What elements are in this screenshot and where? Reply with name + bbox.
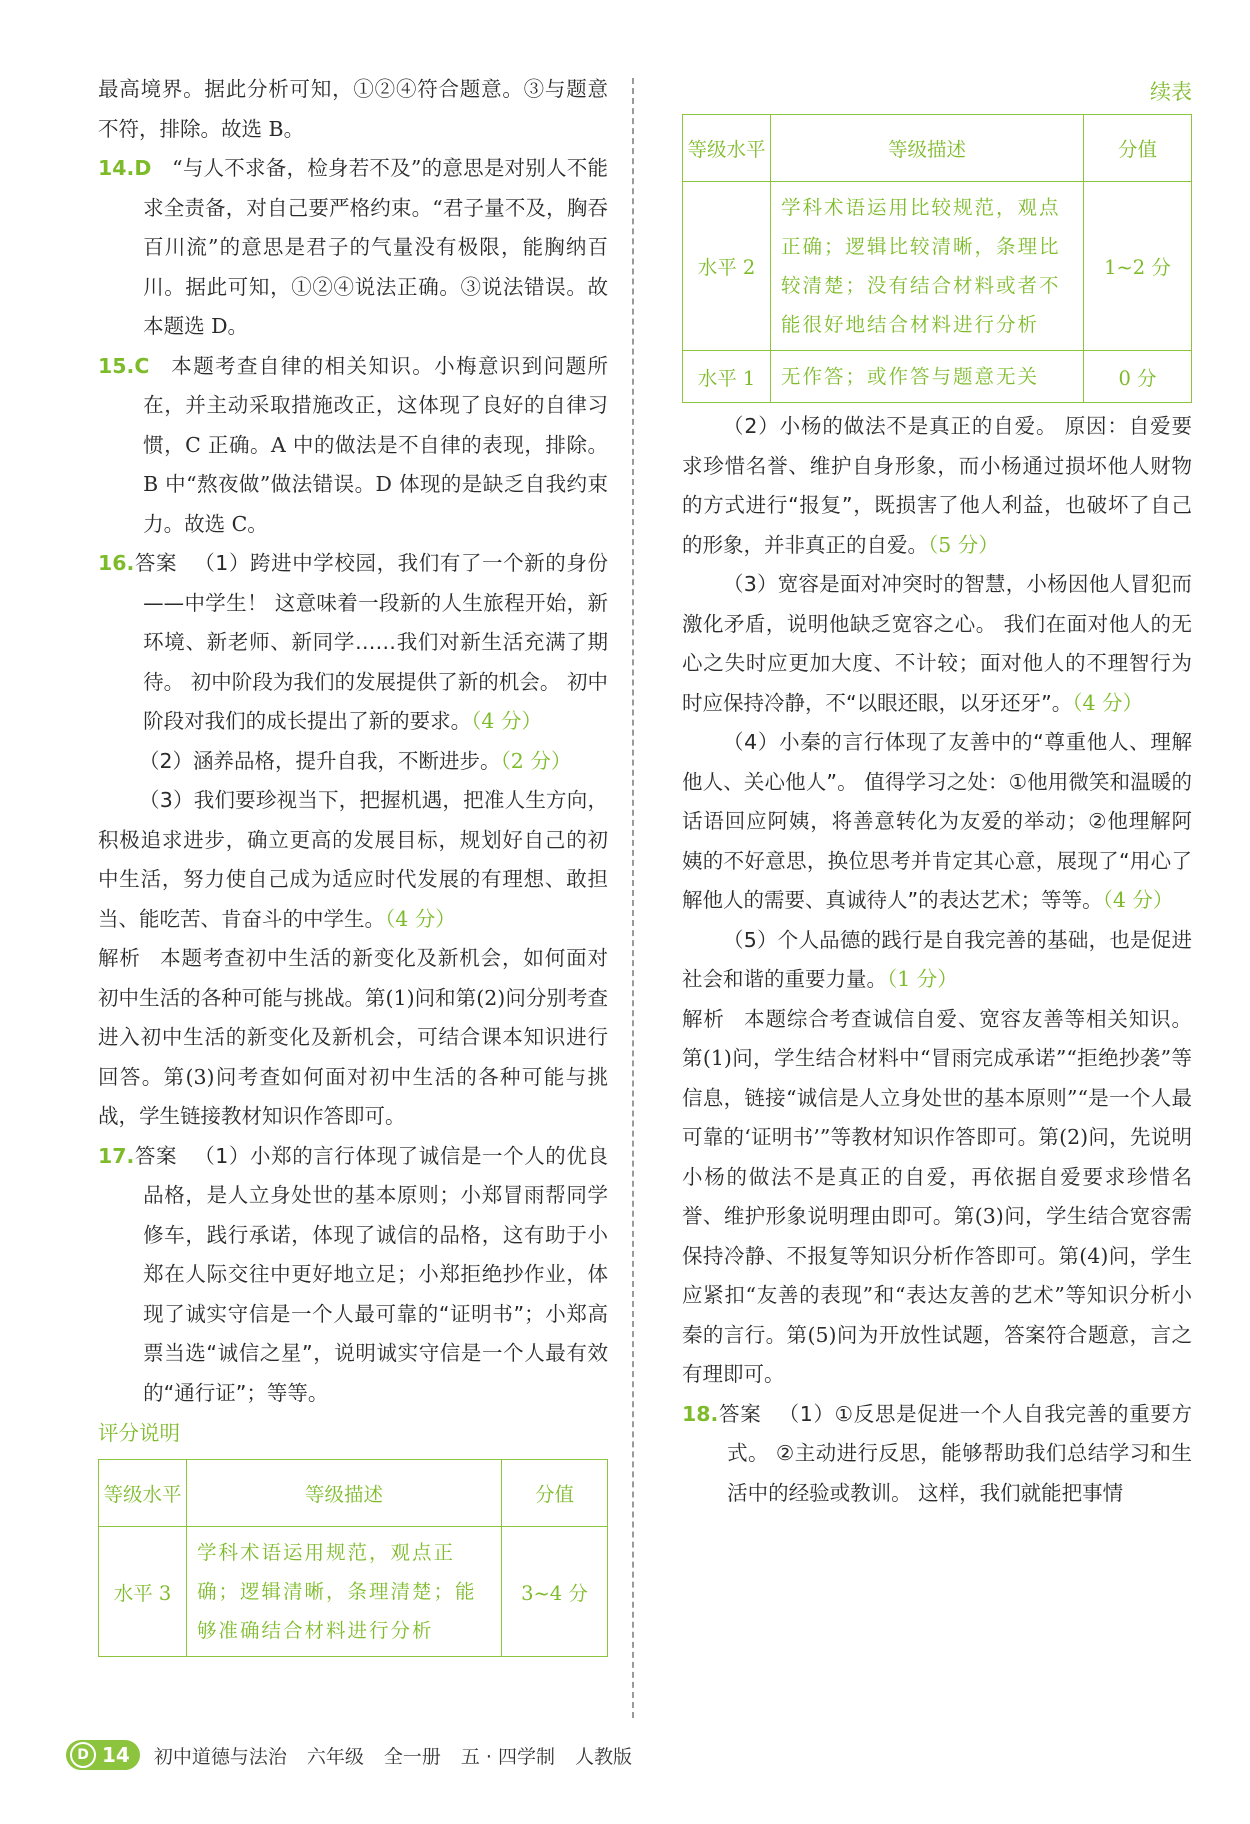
answer-text: （2）小杨的做法不是真正的自爱。 原因：自爱要求珍惜名誉、维护自身形象，而小杨通过损坏他人财物的方式进行“报复”，既损害了他人利益，也破坏了自己的形象，并非真正的自爱。 [682,414,1192,557]
score-label: （4 分） [385,906,456,931]
score-label: （5 分） [928,532,999,557]
left-column [98,70,608,1657]
column-divider [632,78,634,1718]
question-number: 17. [98,1143,135,1168]
question-number: 16. [98,551,135,575]
analysis-text: 本题考查初中生活的新变化及新机会，如何面对初中生活的各种可能与挑战。第(1)问和第(2)问分别考查进入初中生活的新变化及新机会，可结合课本知识进行回答。第(3)问考查如何面对初中生活的各种可能与挑战，学生链接教材知识作答即可。 [98,946,609,1128]
table-header: 等级水平 [683,115,771,182]
table-header: 分值 [502,1460,608,1527]
question-18-answer-1 [682,1395,1192,1514]
table-header-row [683,115,1192,182]
page-number: 14 [102,1743,130,1767]
score-label: （4 分） [471,709,542,733]
table-row [99,1527,608,1657]
analysis-text: 本题综合考查诚信自爱、宽容友善等相关知识。第(1)问，学生结合材料中“冒雨完成承诺”“拒绝抄袭”等信息，链接“诚信是人立身处世的基本原则”“是一个人最可靠的‘证明书’”等教材知识作答即可。第(2)问，先说明小杨的做法不是真正的自爱，再依据自爱要求珍惜名誉、维护形象说明理由即可。第(3)问，学生结合宽容需保持冷静、不报复等知识分析作答即可。第(4)问，学生应紧扣“友善的表现”和“表达友善的艺术”等知识分析小秦的言行。第(5)问为开放性试题，答案符合题意，言之有理即可。 [682,1006,1193,1386]
continued-label: 续表 [1150,80,1192,104]
volume-label: 全一册 [383,1745,441,1768]
description-cell: 学科术语运用比较规范，观点正确；逻辑比较清晰，条理比较清楚；没有结合材料或者不能很好地结合材料进行分析 [771,182,1084,351]
answer-text: （4）小秦的言行体现了友善中的“尊重他人、理解他人、关心他人”。 值得学习之处：①他用微笑和温暖的话语回应阿姨，将善意转化为友爱的举动；②他理解阿姨的不好意思，换位思考并肯定其心意，展现了“用心了解他人的需要、真诚待人”的表达艺术；等等。 [682,730,1192,912]
level-cell: 水平 2 [683,182,771,351]
table-row [683,182,1192,351]
question-17-answer-2 [682,407,1192,565]
edition-label: 人教版 [575,1745,633,1768]
score-label: （4 分） [1102,888,1174,912]
table-header: 等级水平 [99,1460,187,1527]
school-system: 五 · 四学制 [460,1745,556,1768]
question-16-answer-1 [98,544,608,742]
score-cell: 0 分 [1084,351,1192,403]
table-header: 等级描述 [771,115,1084,182]
question-14 [98,149,608,347]
grade-label: 六年级 [306,1745,364,1768]
question-16-analysis [98,939,608,1137]
question-17-answer-4 [682,723,1192,921]
page-badge [66,1740,140,1770]
analysis-tag: 解析 [98,946,141,970]
subject-name: 初中道德与法治 [153,1745,287,1768]
table-header-row [99,1460,608,1527]
score-label: （4 分） [1072,690,1144,715]
question-17-answer-5 [682,921,1192,1000]
score-label: （2 分） [500,748,572,773]
answer-text: （1）①反思是促进一个人自我完善的重要方式。 ②主动进行反思，能够帮助我们总结学习和生活中的经验或教训。 这样，我们就能把事情 [727,1401,1192,1505]
analysis-tag: 解析 [682,1006,725,1031]
description-cell: 无作答；或作答与题意无关 [771,351,1084,403]
question-number: 15.C [98,353,150,378]
answer-text: （3）我们要珍视当下，把握机遇，把准人生方向，积极追求进步，确立更高的发展目标，规划好自己的初中生活，努力使自己成为适应时代发展的有理想、敢担当、能吃苦、肯奋斗的中学生。 [98,788,608,931]
level-cell: 水平 3 [99,1527,187,1657]
question-number: 14.D [98,156,152,180]
score-label: （1 分） [887,967,958,991]
question-text: “与人不求备，检身若不及”的意思是对别人不能求全责备，对自己要严格约束。“君子量不及，胸吞百川流”的意思是君子的气量没有极限，能胸纳百川。据此可知，①②④说法正确。③说法错误。故本题选 D。 [143,156,608,338]
question-17-analysis [682,1000,1192,1395]
scoring-label: 评分说明 [98,1421,180,1445]
question-17-answer-3 [682,565,1192,723]
question-17-answer-1 [98,1137,608,1414]
table-header: 分值 [1084,115,1192,182]
description-cell: 学科术语运用规范，观点正确；逻辑清晰，条理清楚；能够准确结合材料进行分析 [187,1527,502,1657]
grading-table-continued [682,114,1192,403]
question-number: 18. [682,1401,719,1426]
grading-table [98,1459,608,1657]
score-cell: 3~4 分 [502,1527,608,1657]
score-cell: 1~2 分 [1084,182,1192,351]
table-header: 等级描述 [187,1460,502,1527]
question-16-answer-3 [98,781,608,939]
level-cell: 水平 1 [683,351,771,403]
question-text: 本题考查自律的相关知识。小梅意识到问题所在，并主动采取措施改正，这体现了良好的自律习惯，C 正确。A 中的做法是不自律的表现，排除。B 中“熬夜做”做法错误。D 体现的是缺乏自我约束力。故选 C。 [143,353,608,536]
answer-text: （1）跨进中学校园，我们有了一个新的身份——中学生！ 这意味着一段新的人生旅程开始，新环境、新老师、新同学……我们对新生活充满了期待。 初中阶段为我们的发展提供了新的机会。 初中阶段对我们的成长提出了新的要求。 [143,551,608,733]
answer-tag: 答案 [134,1143,178,1168]
right-column [682,72,1192,1513]
answer-text: （5）个人品德的践行是自我完善的基础，也是促进社会和谐的重要力量。 [682,927,1192,991]
page-footer [66,1737,652,1773]
answer-tag: 答案 [134,551,178,575]
answer-text: （3）宽容是面对冲突时的智慧，小杨因他人冒犯而激化矛盾，说明他缺乏宽容之心。 我们在面对他人的无心之失时应更加大度、不计较；面对他人的不理智行为时应保持冷静，不“以眼还眼，以牙还牙”。 [682,572,1192,715]
answer-text: （1）小郑的言行体现了诚信是一个人的优良品格，是人立身处世的基本原则；小郑冒雨帮同学修车，践行承诺，体现了诚信的品格，这有助于小郑在人际交往中更好地立足；小郑拒绝抄作业，体现了诚实守信是一个人最可靠的“证明书”；小郑高票当选“诚信之星”，说明诚实守信是一个人最有效的“通行证”；等等。 [143,1143,608,1405]
carryover-paragraph: 最高境界。据此分析可知，①②④符合题意。③与题意不符，排除。故选 B。 [98,77,608,141]
table-row [683,351,1192,403]
answer-text: （2）涵养品格，提升自我，不断进步。 [139,748,501,773]
question-16-answer-2 [98,742,608,782]
question-15 [98,347,608,545]
answer-tag: 答案 [718,1401,762,1426]
badge-letter: D [70,1742,96,1768]
